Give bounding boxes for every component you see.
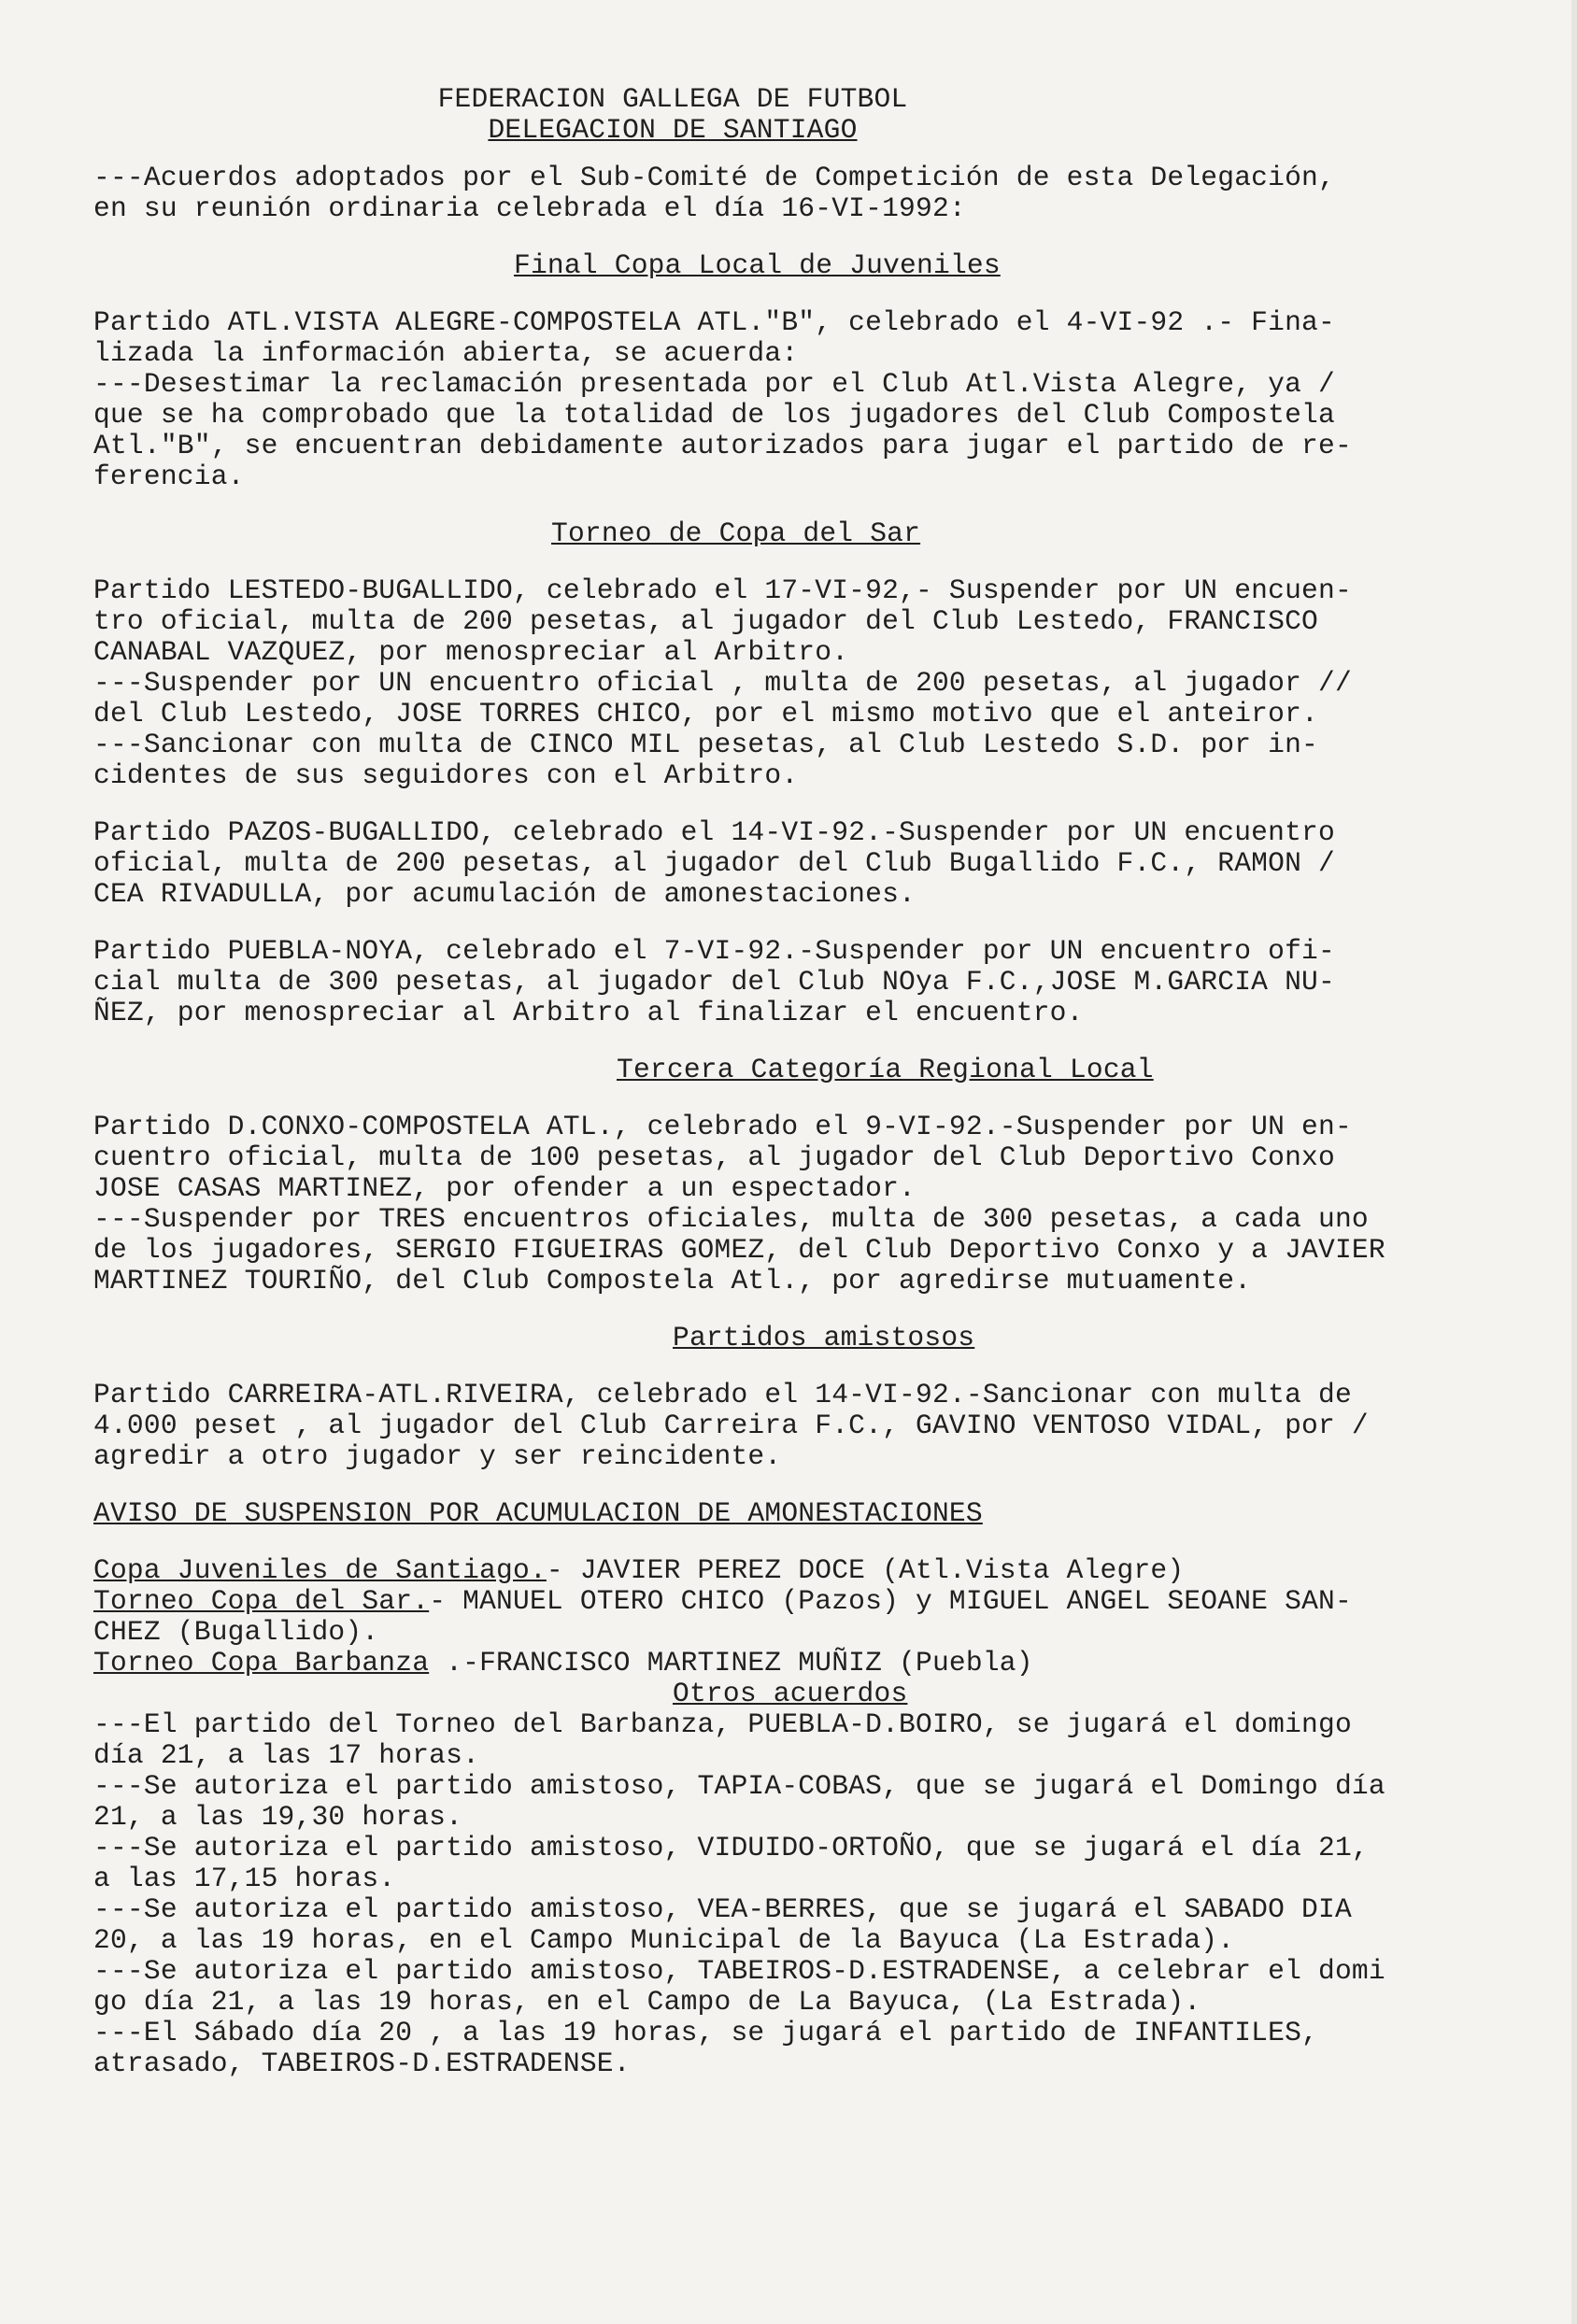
- paragraph-line: a las 17,15 horas.: [93, 1863, 396, 1894]
- paragraph-line: Partido LESTEDO-BUGALLIDO, celebrado el 17-VI-92,- Suspender por UN encuen-: [93, 574, 1352, 606]
- paragraph-line: 21, a las 19,30 horas.: [93, 1801, 463, 1833]
- competition-label: Torneo Copa Barbanza: [93, 1647, 430, 1679]
- paragraph-line: ---Se autoriza el partido amistoso, VIDUIDO-ORTOÑO, que se jugará el día 21,: [93, 1832, 1369, 1863]
- paragraph-line: de los jugadores, SERGIO FIGUEIRAS GOMEZ, del Club Deportivo Conxo y a JAVIER: [93, 1234, 1385, 1266]
- paragraph-line: cuentro oficial, multa de 100 pesetas, al jugador del Club Deportivo Conxo: [93, 1141, 1335, 1173]
- suspension-notice-juveniles: [93, 1555, 1551, 1586]
- paragraph-line: del Club Lestedo, JOSE TORRES CHICO, por el mismo motivo que el anteiror.: [93, 698, 1319, 730]
- paragraph-line: tro oficial, multa de 200 pesetas, al jugador del Club Lestedo, FRANCISCO: [93, 605, 1319, 637]
- paragraph-line: ---Se autoriza el partido amistoso, VEA-BERRES, que se jugará el SABADO DIA: [93, 1893, 1352, 1925]
- paragraph-line: cial multa de 300 pesetas, al jugador del Club NOya F.C.,JOSE M.GARCIA NU-: [93, 966, 1335, 998]
- paragraph-line: ÑEZ, por menospreciar al Arbitro al finalizar el encuentro.: [93, 997, 1084, 1028]
- suspension-text: - MANUEL OTERO CHICO (Pazos) y MIGUEL ANGEL SEOANE SAN-: [429, 1585, 1352, 1617]
- paragraph-line: ---Sancionar con multa de CINCO MIL pesetas, al Club Lestedo S.D. por in-: [93, 729, 1319, 760]
- paragraph-line: ferencia.: [93, 461, 245, 492]
- paragraph-line: 20, a las 19 horas, en el Campo Municipal de la Bayuca (La Estrada).: [93, 1924, 1235, 1956]
- paragraph-line: Partido D.CONXO-COMPOSTELA ATL., celebrado el 9-VI-92.-Suspender por UN en-: [93, 1111, 1352, 1142]
- paragraph-line: ---Se autoriza el partido amistoso, TABEIROS-D.ESTRADENSE, a celebrar el domi: [93, 1955, 1385, 1987]
- suspension-text: .-FRANCISCO MARTINEZ MUÑIZ (Puebla): [429, 1647, 1033, 1679]
- paragraph-line: lizada la información abierta, se acuerda:: [93, 337, 799, 369]
- section-title-aviso-suspension: AVISO DE SUSPENSION POR ACUMULACION DE AMONESTACIONES: [93, 1497, 983, 1529]
- competition-label: Torneo Copa del Sar.: [93, 1585, 430, 1617]
- section-title-copa-sar: Torneo de Copa del Sar: [551, 517, 921, 549]
- paragraph-line: Partido CARREIRA-ATL.RIVEIRA, celebrado el 14-VI-92.-Sancionar con multa de: [93, 1379, 1352, 1410]
- paragraph-line: oficial, multa de 200 pesetas, al jugador del Club Bugallido F.C., RAMON /: [93, 847, 1335, 879]
- paragraph-line: Partido ATL.VISTA ALEGRE-COMPOSTELA ATL."B", celebrado el 4-VI-92 .- Fina-: [93, 306, 1335, 338]
- suspension-notice-copa-sar: [93, 1586, 1551, 1617]
- paragraph-line: agredir a otro jugador y ser reincidente.: [93, 1440, 782, 1472]
- paragraph-line: Partido PUEBLA-NOYA, celebrado el 7-VI-92.-Suspender por UN encuentro ofi-: [93, 935, 1335, 967]
- paragraph-line: atrasado, TABEIROS-D.ESTRADENSE.: [93, 2048, 631, 2079]
- paragraph-line: ---El Sábado día 20 , a las 19 horas, se jugará el partido de INFANTILES,: [93, 2017, 1319, 2048]
- paragraph-line: CANABAL VAZQUEZ, por menospreciar al Arbitro.: [93, 636, 849, 668]
- paragraph-line: MARTINEZ TOURIÑO, del Club Compostela Atl., por agredirse mutuamente.: [93, 1265, 1252, 1297]
- paragraph-line: cidentes de sus seguidores con el Arbitro.: [93, 759, 799, 791]
- intro-line: en su reunión ordinaria celebrada el día 16-VI-1992:: [93, 192, 966, 224]
- paragraph-line: que se ha comprobado que la totalidad de los jugadores del Club Compostela: [93, 399, 1335, 431]
- federation-title: FEDERACION GALLEGA DE FUTBOL: [437, 83, 908, 115]
- competition-label: Copa Juveniles de Santiago.: [93, 1554, 547, 1586]
- suspension-notice-barbanza: [93, 1648, 1551, 1679]
- delegation-subtitle: DELEGACION DE SANTIAGO: [488, 114, 858, 146]
- section-title-amistosos: Partidos amistosos: [673, 1322, 975, 1353]
- paragraph-line: Partido PAZOS-BUGALLIDO, celebrado el 14-VI-92.-Suspender por UN encuentro: [93, 816, 1335, 848]
- paragraph-line: go día 21, a las 19 horas, en el Campo de La Bayuca, (La Estrada).: [93, 1986, 1201, 2018]
- paragraph-line: JOSE CASAS MARTINEZ, por ofender a un espectador.: [93, 1172, 916, 1204]
- paragraph-line: ---Suspender por UN encuentro oficial , multa de 200 pesetas, al jugador //: [93, 667, 1352, 699]
- section-title-juveniles: Final Copa Local de Juveniles: [514, 249, 1001, 281]
- paragraph-line: ---El partido del Torneo del Barbanza, PUEBLA-D.BOIRO, se jugará el domingo: [93, 1708, 1352, 1740]
- paragraph-line: día 21, a las 17 horas.: [93, 1739, 480, 1771]
- paragraph-line: ---Suspender por TRES encuentros oficiales, multa de 300 pesetas, a cada uno: [93, 1203, 1369, 1235]
- paragraph-line: ---Se autoriza el partido amistoso, TAPIA-COBAS, que se jugará el Domingo día: [93, 1770, 1385, 1802]
- paragraph-line: 4.000 peset , al jugador del Club Carreira F.C., GAVINO VENTOSO VIDAL, por /: [93, 1410, 1369, 1441]
- section-title-tercera-categoria: Tercera Categoría Regional Local: [617, 1054, 1154, 1085]
- intro-line: ---Acuerdos adoptados por el Sub-Comité de Competición de esta Delegación,: [93, 162, 1335, 193]
- paragraph-line: CEA RIVADULLA, por acumulación de amonestaciones.: [93, 878, 916, 910]
- section-title-otros-acuerdos: Otros acuerdos: [673, 1678, 908, 1709]
- document-body: [93, 84, 1551, 2079]
- suspension-notice-copa-sar-cont: CHEZ (Bugallido).: [93, 1616, 379, 1648]
- suspension-text: - JAVIER PEREZ DOCE (Atl.Vista Alegre): [546, 1554, 1185, 1586]
- paragraph-line: ---Desestimar la reclamación presentada por el Club Atl.Vista Alegre, ya /: [93, 368, 1335, 400]
- paragraph-line: Atl."B", se encuentran debidamente autorizados para jugar el partido de re-: [93, 430, 1352, 461]
